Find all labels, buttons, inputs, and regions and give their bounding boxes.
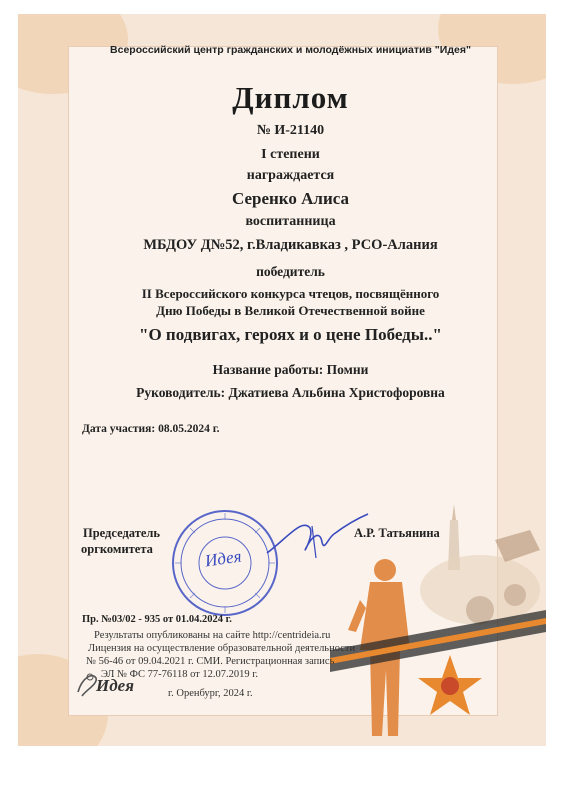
- city-year: г. Оренбург, 2024 г.: [168, 688, 253, 699]
- chair-label-line-1: Председатель: [83, 526, 161, 540]
- participation-date: Дата участия: 08.05.2024 г.: [82, 423, 220, 435]
- logo-text: Идея: [96, 676, 134, 695]
- winner-status: победитель: [256, 264, 325, 279]
- contest-line-2: Дню Победы в Великой Отечественной войне: [156, 303, 425, 318]
- published-note: Результаты опубликованы на сайте http://centrideia.ru: [94, 630, 331, 641]
- work-title: Название работы: Помни: [212, 362, 369, 377]
- contest-title: "О подвигах, героях и о цене Победы..": [139, 325, 442, 344]
- signer-name: А.Р. Татьянина: [354, 526, 440, 540]
- stamp-word: Идея: [203, 546, 243, 571]
- license-line-1: Лицензия на осуществление образовательной деятельности: [88, 643, 356, 654]
- victory-illustration-icon: [330, 500, 546, 746]
- diploma-number: № И-21140: [256, 123, 325, 138]
- organization-name: Всероссийский центр гражданских и молодёжных инициатив "Идея": [110, 44, 471, 56]
- license-line-3: ЭЛ № ФС 77-76118 от 12.07.2019 г.: [101, 669, 259, 680]
- recipient-name: Серенко Алиса: [231, 189, 349, 208]
- order-number: Пр. №03/02 - 935 от 01.04.2024 г.: [82, 614, 232, 625]
- institution: МБДОУ Д№52, г.Владикавказ , РСО-Алания: [143, 237, 438, 253]
- recipient-role: воспитанница: [245, 214, 336, 229]
- leader-name: Руководитель: Джатиева Альбина Христофоровна: [136, 385, 445, 400]
- license-line-2: № 56-46 от 09.04.2021 г. СМИ. Регистрационная запись: [86, 656, 335, 667]
- contest-line-1: II Всероссийского конкурса чтецов, посвящённого: [141, 286, 440, 301]
- diploma-degree: I степени: [261, 147, 320, 162]
- awarded-label: награждается: [246, 168, 335, 183]
- diploma-title: Диплом: [232, 80, 349, 115]
- chair-label-line-2: оргкомитета: [81, 542, 153, 556]
